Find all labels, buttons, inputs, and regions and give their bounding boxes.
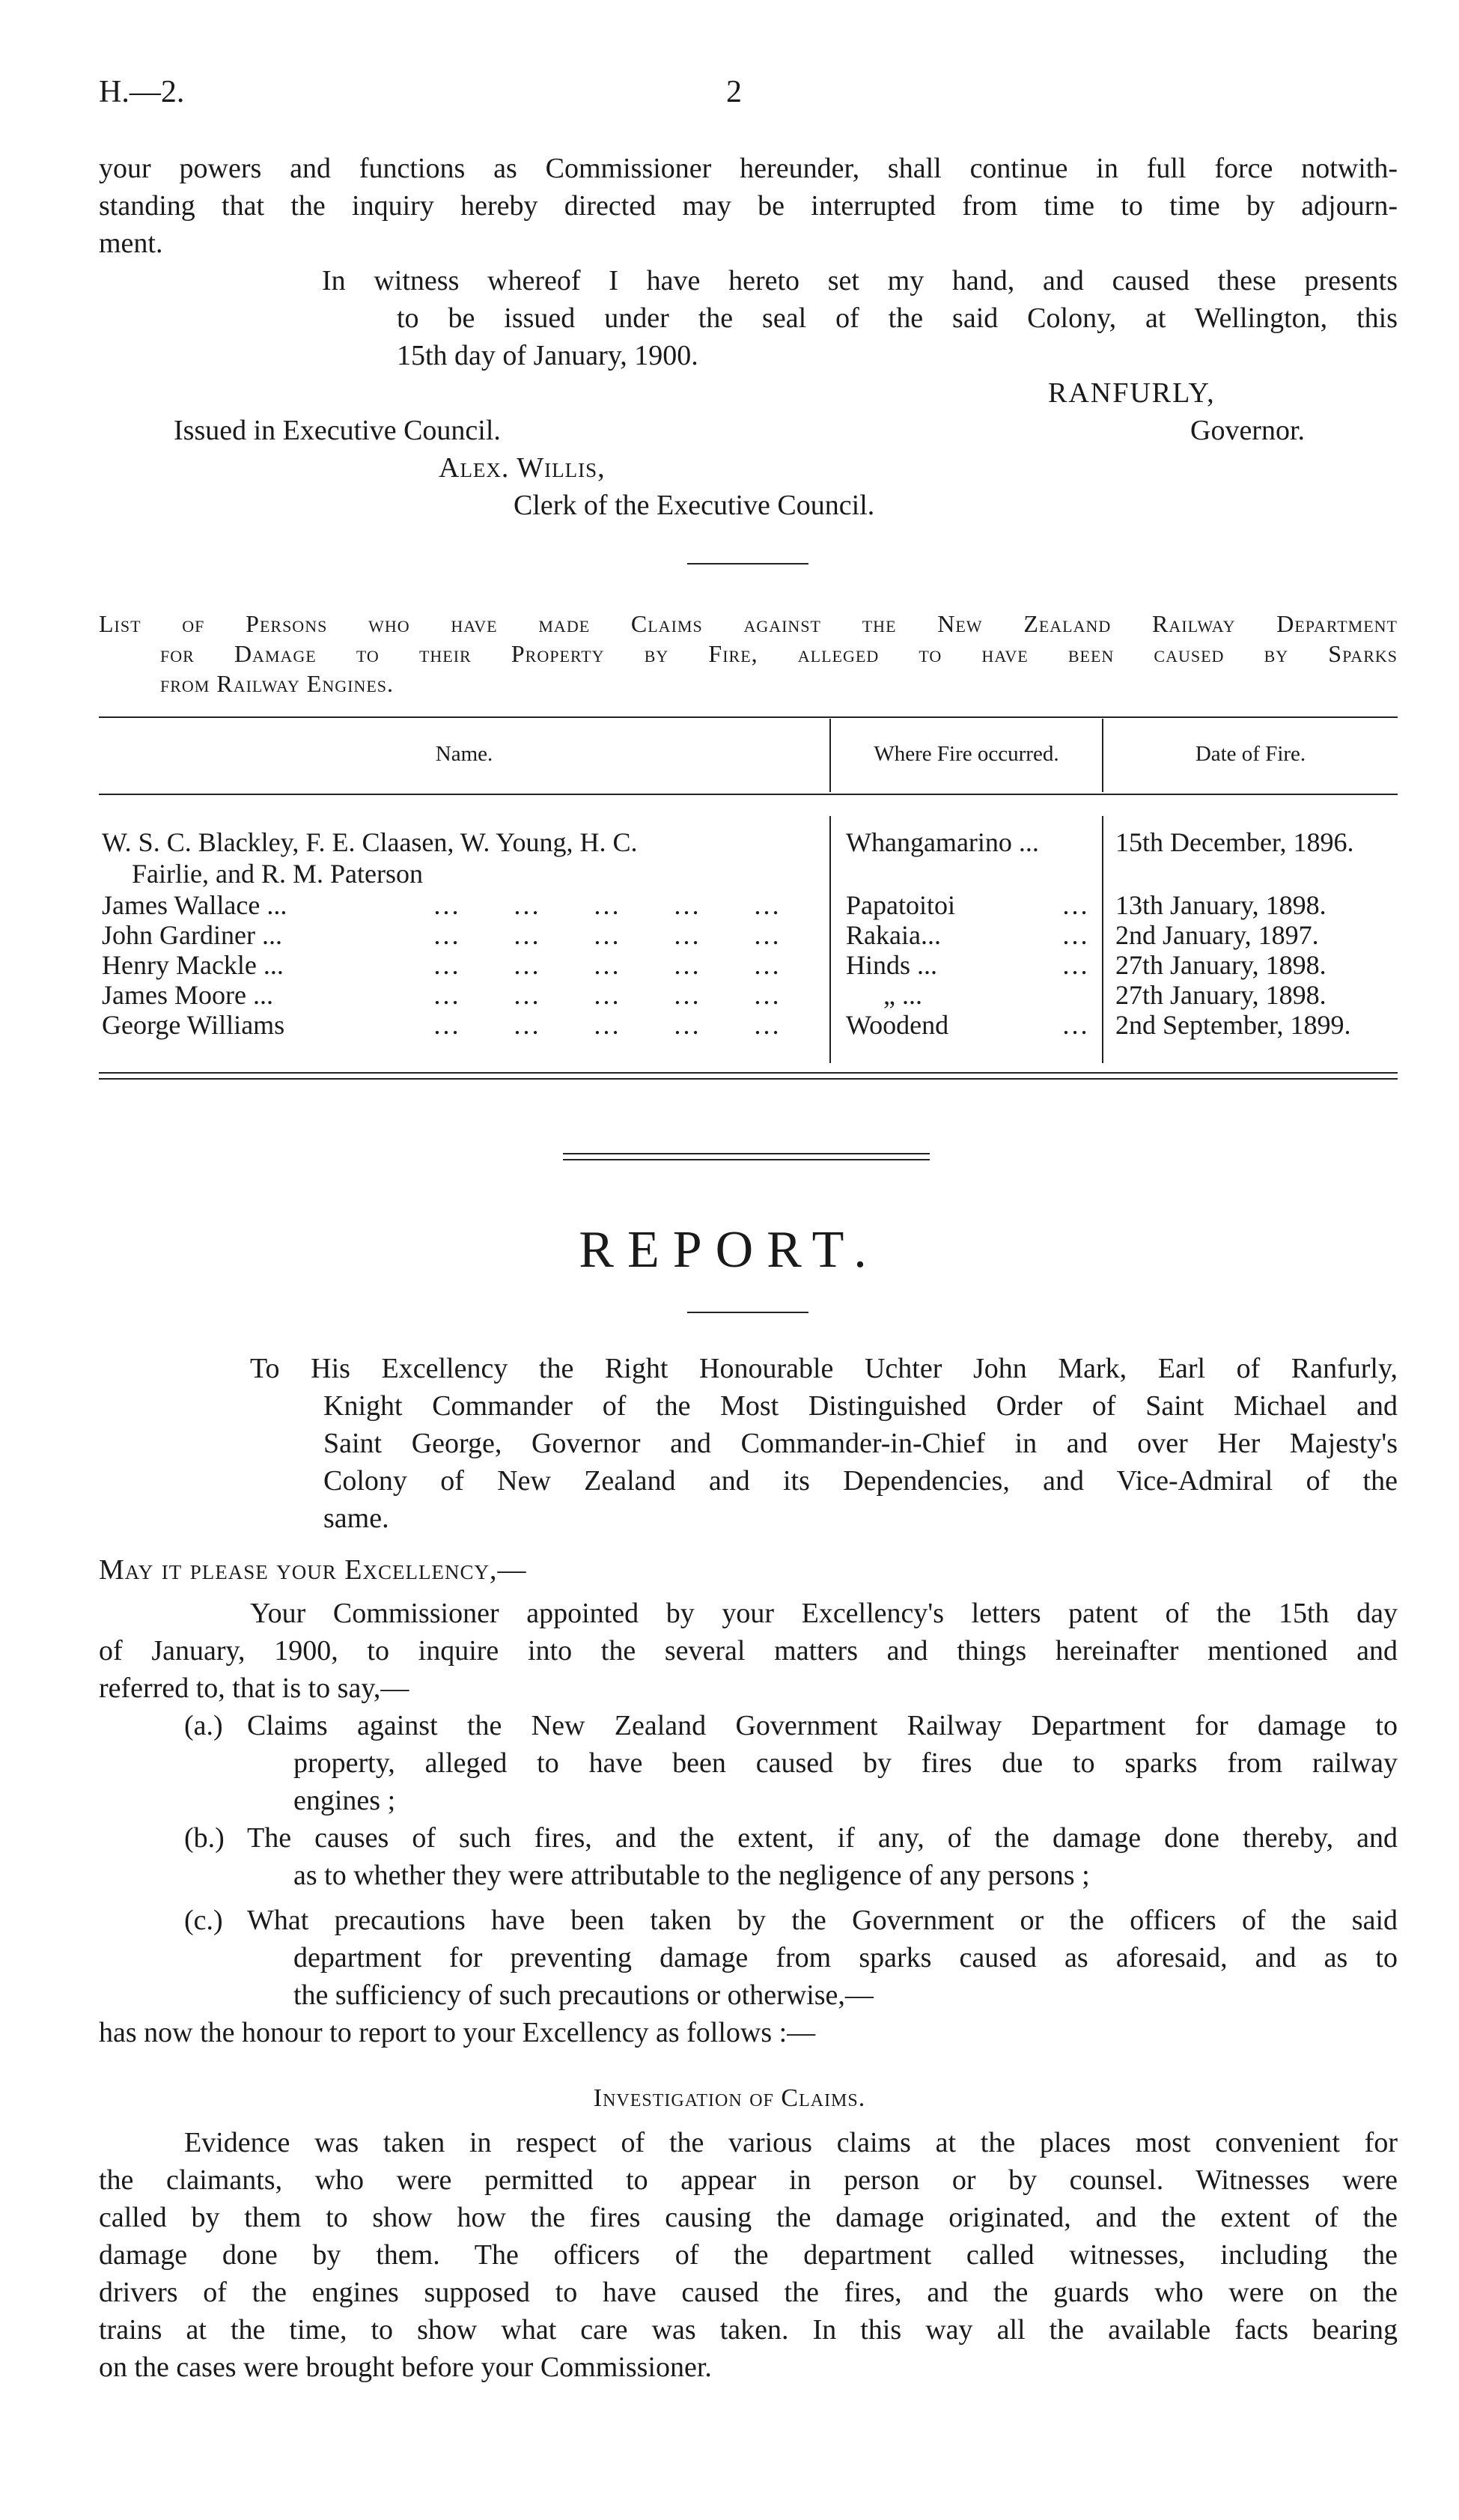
column-divider [1102, 816, 1103, 1063]
cell-date: 15th December, 1896. [1115, 827, 1354, 857]
text-line: Evidence was taken in respect of the various claims at the places most convenient for [184, 2127, 1398, 2158]
cell-place: Papatoitoi [846, 890, 955, 920]
section-rule [563, 1153, 930, 1154]
item-line: Claims against the New Zealand Government Railway Department for damage to [247, 1710, 1398, 1741]
item-line: the sufficiency of such precautions or otherwise,— [293, 1979, 874, 2011]
item-label: (a.) [184, 1710, 223, 1741]
address-line: Colony of New Zealand and its Dependencies, and Vice-Admiral of the [323, 1465, 1398, 1497]
cell-name: James Wallace ... [102, 890, 287, 920]
address-line: Knight Commander of the Most Distinguished Order of Saint Michael and [323, 1390, 1398, 1422]
cell-name: James Moore ... [102, 980, 273, 1010]
cell-name: George Williams [102, 1010, 285, 1040]
cell-date: 2nd September, 1899. [1115, 1010, 1351, 1040]
column-header-place: Where Fire occurred. [874, 742, 1059, 766]
cell-date: 27th January, 1898. [1115, 950, 1326, 980]
text-line: of January, 1900, to inquire into the several matters and things hereinafter mentioned and [99, 1635, 1398, 1667]
caption-line: List of Persons who have made Claims against the New Zealand Railway Department [99, 610, 1398, 637]
item-line: What precautions have been taken by the Government or the officers of the said [247, 1905, 1398, 1936]
item-line: engines ; [293, 1785, 396, 1816]
text-line: damage done by them. The officers of the department called witnesses, including the [99, 2239, 1398, 2271]
leader-dots: … [1061, 890, 1089, 920]
cell-name-continued: Fairlie, and R. M. Paterson [132, 859, 423, 889]
table-top-rule [99, 716, 1398, 718]
divider [687, 563, 808, 564]
clerk-name: Alex. Willis, [439, 452, 606, 484]
leader-dots: … [1061, 1010, 1089, 1040]
issued-note: Issued in Executive Council. [174, 415, 501, 446]
cell-place: Whangamarino ... [846, 827, 1039, 857]
text-line: In witness whereof I have hereto set my hand, and caused these presents [322, 265, 1398, 296]
clerk-title: Clerk of the Executive Council. [514, 490, 875, 521]
leader-dots: … … … … … [433, 980, 781, 1010]
signatory-name: RANFURLY, [1048, 377, 1216, 409]
leader-dots: … … … … … [433, 890, 781, 920]
text-line: ment. [99, 228, 163, 259]
cell-place: Hinds ... [846, 950, 938, 980]
page-number: 2 [726, 75, 742, 109]
column-header-name: Name. [435, 742, 493, 766]
cell-place: Rakaia... [846, 920, 941, 950]
item-line: as to whether they were attributable to the negligence of any persons ; [293, 1860, 1090, 1891]
page-reference: H.—2. [99, 75, 185, 109]
item-line: department for preventing damage from sparks caused as aforesaid, and as to [293, 1942, 1398, 1973]
column-header-date: Date of Fire. [1195, 742, 1306, 766]
text-line: the claimants, who were permitted to appear in person or by counsel. Witnesses were [99, 2164, 1398, 2196]
address-line: same. [323, 1503, 389, 1534]
cell-name: John Gardiner ... [102, 920, 282, 950]
cell-date: 13th January, 1898. [1115, 890, 1326, 920]
cell-name: Henry Mackle ... [102, 950, 284, 980]
text-line: your powers and functions as Commissioner hereunder, shall continue in full force notwith- [99, 153, 1398, 184]
cell-date: 2nd January, 1897. [1115, 920, 1319, 950]
item-label: (b.) [184, 1822, 225, 1854]
item-line: property, alleged to have been caused by fires due to sparks from railway [293, 1747, 1398, 1779]
divider [687, 1312, 808, 1313]
text-line: on the cases were brought before your Commissioner. [99, 2352, 712, 2383]
address-line: To His Excellency the Right Honourable Uchter John Mark, Earl of Ranfurly, [250, 1353, 1398, 1384]
cell-place: Woodend [846, 1010, 949, 1040]
table-bottom-rule [99, 1072, 1398, 1074]
text-line: standing that the inquiry hereby directed may be interrupted from time to time by adjourn- [99, 190, 1398, 222]
leader-dots: … … … … … [433, 1010, 781, 1040]
table-header-rule [99, 794, 1398, 795]
closing-line: has now the honour to report to your Excellency as follows :— [99, 2017, 816, 2048]
text-line: trains at the time, to show what care was taken. In this way all the available facts bearing [99, 2314, 1398, 2346]
text-line: Your Commissioner appointed by your Excellency's letters patent of the 15th day [250, 1598, 1398, 1629]
signatory-title: Governor. [1190, 415, 1306, 446]
text-line: drivers of the engines supposed to have caused the fires, and the guards who were on the [99, 2277, 1398, 2308]
leader-dots: … … … … … [433, 950, 781, 980]
table-bottom-rule [99, 1078, 1398, 1080]
leader-dots: … [1061, 950, 1089, 980]
text-line: to be issued under the seal of the said Colony, at Wellington, this [397, 302, 1398, 334]
section-rule [563, 1159, 930, 1160]
column-divider [829, 816, 831, 1063]
report-title: REPORT. [579, 1221, 880, 1279]
text-line: referred to, that is to say,— [99, 1673, 409, 1704]
text-line: called by them to show how the fires causing the damage originated, and the extent of the [99, 2202, 1398, 2233]
cell-name: W. S. C. Blackley, F. E. Claasen, W. Young, H. C. [102, 827, 638, 857]
leader-dots: … … … … … [433, 920, 781, 950]
caption-line: for Damage to their Property by Fire, alleged to have been caused by Sparks [160, 640, 1398, 667]
cell-date: 27th January, 1898. [1115, 980, 1326, 1010]
leader-dots: … [1061, 920, 1089, 950]
section-heading: Investigation of Claims. [593, 2084, 866, 2112]
cell-place: „ ... [883, 980, 922, 1010]
address-line: Saint George, Governor and Commander-in-Chief in and over Her Majesty's [323, 1428, 1398, 1459]
text-line: 15th day of January, 1900. [397, 340, 698, 371]
item-line: The causes of such fires, and the extent, if any, of the damage done thereby, and [247, 1822, 1398, 1854]
caption-line: from Railway Engines. [160, 670, 395, 697]
item-label: (c.) [184, 1905, 223, 1936]
salutation: May it please your Excellency,— [99, 1554, 527, 1586]
